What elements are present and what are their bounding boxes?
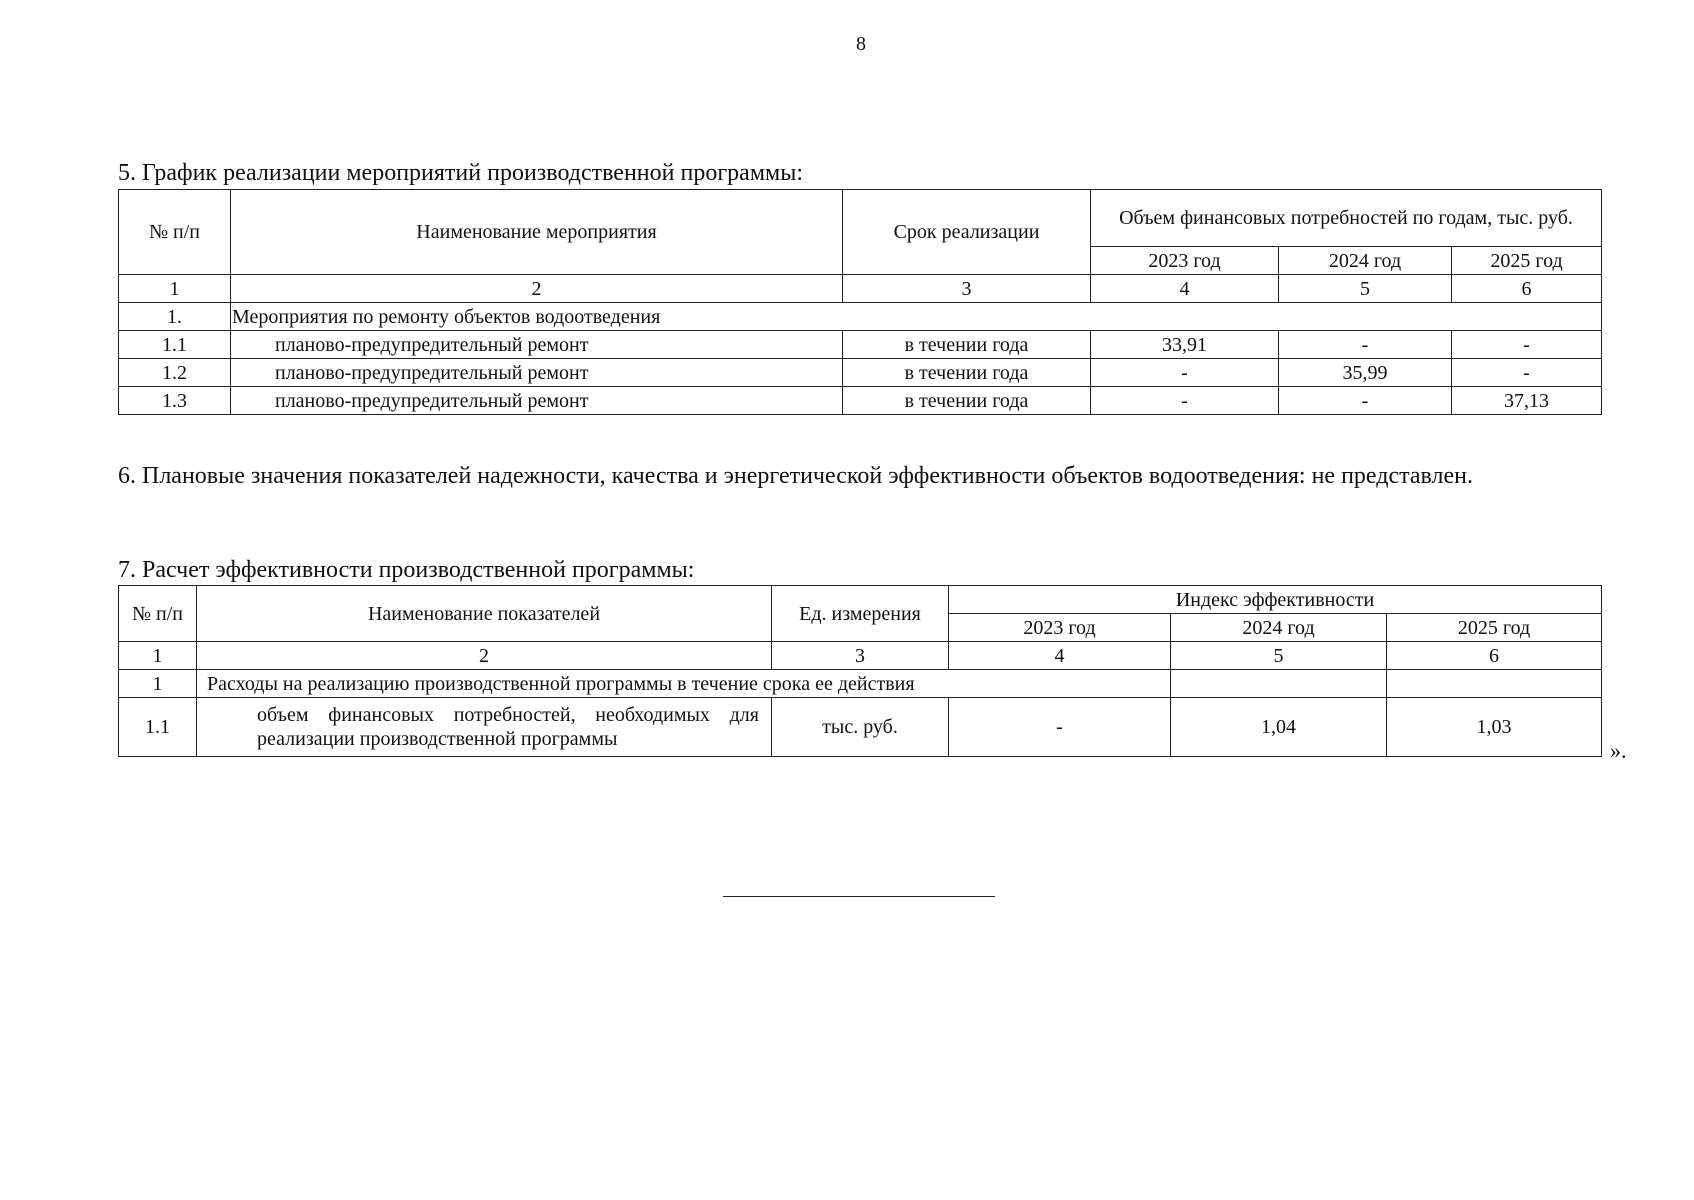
row-2025: - <box>1452 331 1602 359</box>
row-name: объем финансовых потребностей, необходимых для реализации производственной программы <box>197 698 772 757</box>
header-2023: 2023 год <box>949 614 1171 642</box>
row-2025: 1,03 <box>1387 698 1602 757</box>
row-name: планово-предупредительный ремонт <box>231 387 843 415</box>
row-2023: - <box>1091 387 1279 415</box>
header-2023: 2023 год <box>1091 247 1279 275</box>
col-number: 2 <box>197 642 772 670</box>
empty-cell <box>1387 670 1602 698</box>
row-2025: - <box>1452 359 1602 387</box>
col-number: 5 <box>1171 642 1387 670</box>
row-2023: - <box>949 698 1171 757</box>
group-num: 1. <box>119 303 231 331</box>
closing-quote-mark: ». <box>1610 738 1627 763</box>
row-name: планово-предупредительный ремонт <box>231 359 843 387</box>
section-7-title: 7. Расчет эффективности производственной программы: <box>118 557 695 583</box>
col-number: 2 <box>231 275 843 303</box>
header-2024: 2024 год <box>1171 614 1387 642</box>
group-row <box>119 303 1602 331</box>
column-number-row <box>119 642 1602 670</box>
row-num: 1.1 <box>119 698 197 757</box>
header-name: Наименование показателей <box>197 586 772 642</box>
table-row <box>119 698 1602 757</box>
table-header-row <box>119 190 1602 247</box>
header-term: Срок реализации <box>843 190 1091 275</box>
row-num: 1.1 <box>119 331 231 359</box>
row-term: в течении года <box>843 387 1091 415</box>
row-term: в течении года <box>843 359 1091 387</box>
col-number: 4 <box>1091 275 1279 303</box>
row-num: 1.2 <box>119 359 231 387</box>
row-2024: 1,04 <box>1171 698 1387 757</box>
column-number-row <box>119 275 1602 303</box>
group-name: Мероприятия по ремонту объектов водоотведения <box>231 303 1602 331</box>
page-number: 8 <box>856 33 866 55</box>
group-name: Расходы на реализацию производственной программы в течение срока ее действия <box>197 670 1171 698</box>
header-2025: 2025 год <box>1452 247 1602 275</box>
row-2025: 37,13 <box>1452 387 1602 415</box>
header-2025: 2025 год <box>1387 614 1602 642</box>
row-term: в течении года <box>843 331 1091 359</box>
header-name: Наименование мероприятия <box>231 190 843 275</box>
header-unit: Ед. измерения <box>772 586 949 642</box>
row-num: 1.3 <box>119 387 231 415</box>
col-number: 1 <box>119 275 231 303</box>
table-row <box>119 331 1602 359</box>
row-unit: тыс. руб. <box>772 698 949 757</box>
row-2024: 35,99 <box>1279 359 1452 387</box>
col-number: 3 <box>772 642 949 670</box>
row-2024: - <box>1279 331 1452 359</box>
row-2023: 33,91 <box>1091 331 1279 359</box>
row-2023: - <box>1091 359 1279 387</box>
end-divider <box>723 896 995 897</box>
col-number: 5 <box>1279 275 1452 303</box>
group-num: 1 <box>119 670 197 698</box>
header-2024: 2024 год <box>1279 247 1452 275</box>
row-2024: - <box>1279 387 1452 415</box>
col-number: 6 <box>1452 275 1602 303</box>
col-number: 3 <box>843 275 1091 303</box>
empty-cell <box>1171 670 1387 698</box>
row-name: планово-предупредительный ремонт <box>231 331 843 359</box>
header-index: Индекс эффективности <box>949 586 1602 614</box>
table-row <box>119 387 1602 415</box>
section-5-title: 5. График реализации мероприятий производственной программы: <box>118 160 803 186</box>
col-number: 6 <box>1387 642 1602 670</box>
group-row <box>119 670 1602 698</box>
efficiency-table <box>118 585 1602 757</box>
header-num: № п/п <box>119 586 197 642</box>
col-number: 4 <box>949 642 1171 670</box>
table-row <box>119 359 1602 387</box>
schedule-table <box>118 189 1602 415</box>
header-volume: Объем финансовых потребностей по годам, тыс. руб. <box>1091 190 1602 247</box>
col-number: 1 <box>119 642 197 670</box>
header-num: № п/п <box>119 190 231 275</box>
section-6-text: 6. Плановые значения показателей надежности, качества и энергетической эффективности объектов водоотведения: не представлен. <box>118 463 1474 489</box>
table-header-row <box>119 586 1602 614</box>
